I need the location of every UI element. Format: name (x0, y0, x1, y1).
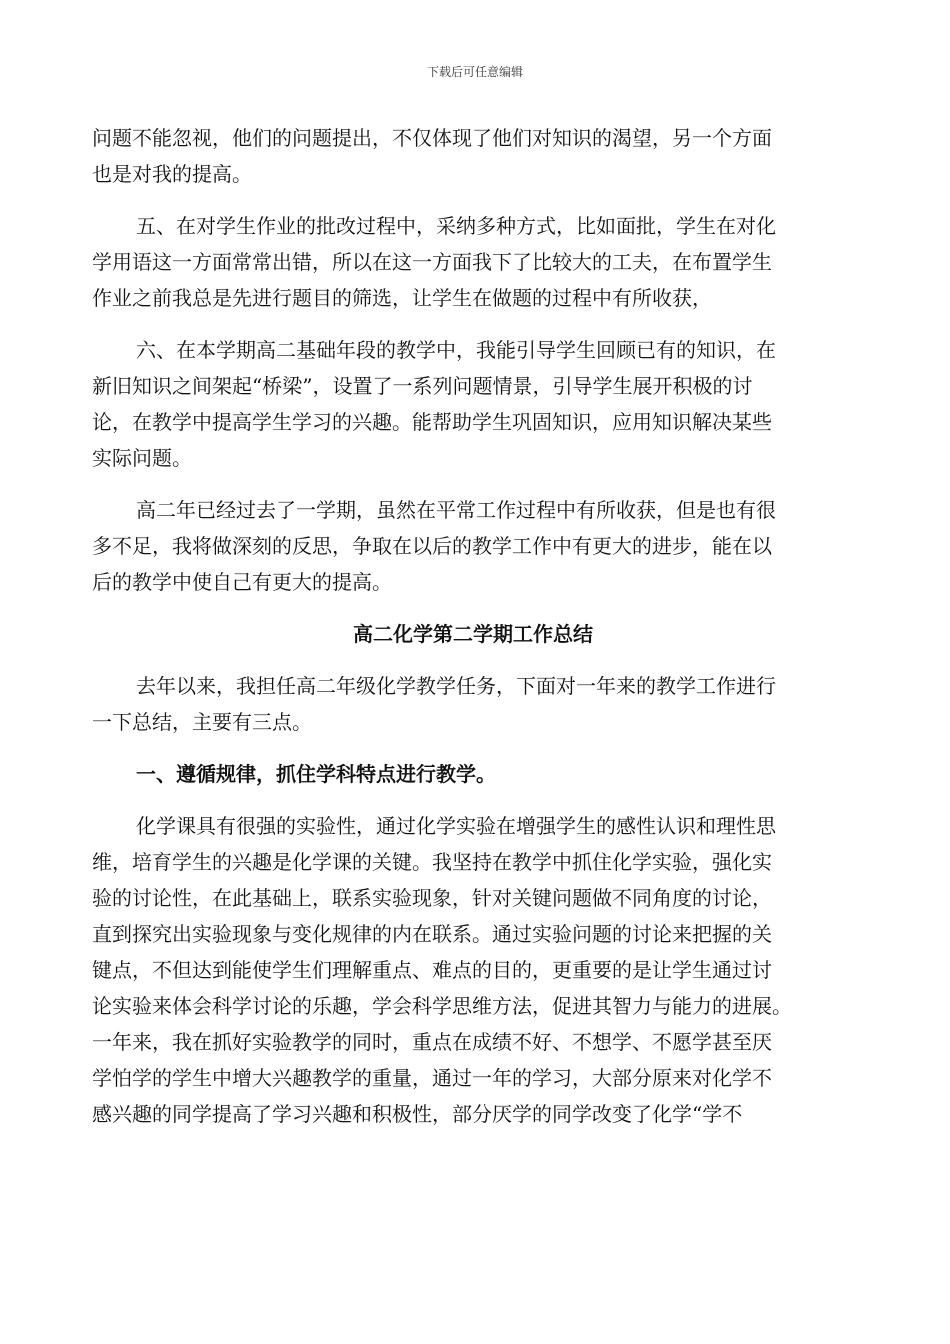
text-line: 化学课具有很强的实验性，通过化学实验在增强学生的感性认识和理性思 (136, 814, 776, 838)
text-line: 一下总结，主要有三点。 (92, 710, 312, 734)
text-line: 实际问题。 (92, 446, 192, 470)
text-line: 新旧知识之间架起“桥梁”，设置了一系列问题情景，引导学生展开积极的讨 (92, 374, 753, 398)
text-line: 论，在教学中提高学生学习的兴趣。能帮助学生巩固知识，应用知识解决某些 (92, 410, 772, 434)
text-line: 高二年已经过去了一学期，虽然在平常工作过程中有所收获，但是也有很 (136, 498, 776, 522)
paragraph-section-one (92, 808, 854, 1132)
text-line: 维，培育学生的兴趣是化学课的关键。我坚持在教学中抓住化学实验，强化实 (92, 850, 772, 874)
document-title: 高二化学第二学期工作总结 (353, 622, 593, 646)
paragraph-conclusion (92, 492, 854, 600)
paragraph-item-five (92, 208, 854, 316)
text-line: 验的讨论性，在此基础上，联系实验现象，针对关键问题做不同角度的讨论， (92, 886, 772, 910)
page-header: 下载后可任意编辑 (426, 65, 523, 79)
text-line: 问题不能忽视，他们的问题提出，不仅体现了他们对知识的渴望，另一个方面 (92, 126, 772, 150)
text-line: 五、在对学生作业的批改过程中，采纳多种方式，比如面批，学生在对化 (136, 214, 776, 238)
text-line: 一年来，我在抓好实验教学的同时，重点在成绩不好、不想学、不愿学甚至厌 (92, 1030, 772, 1054)
paragraph-item-six (92, 332, 854, 476)
text-line: 学怕学的学生中增大兴趣教学的重量，通过一年的学习，大部分原来对化学不 (92, 1066, 772, 1090)
paragraph-continuation (92, 120, 854, 192)
section-heading: 一、遵循规律，抓住学科特点进行教学。 (136, 762, 496, 786)
text-line: 直到探究出实验现象与变化规律的内在联系。通过实验问题的讨论来把握的关 (92, 922, 772, 946)
text-line: 六、在本学期高二基础年段的教学中，我能引导学生回顾已有的知识，在 (136, 338, 776, 362)
text-line: 也是对我的提高。 (92, 162, 252, 186)
text-line: 多不足，我将做深刻的反思，争取在以后的教学工作中有更大的进步，能在以 (92, 534, 772, 558)
text-line: 后的教学中使自己有更大的提高。 (92, 570, 392, 594)
text-line: 学用语这一方面常常出错，所以在这一方面我下了比较大的工夫，在布置学生 (92, 250, 772, 274)
text-line: 感兴趣的同学提高了学习兴趣和积极性，部分厌学的同学改变了化学“学不 (92, 1102, 743, 1126)
paragraph-intro (92, 668, 854, 740)
text-line: 论实验来体会科学讨论的乐趣，学会科学思维方法，促进其智力与能力的进展。 (92, 994, 792, 1018)
text-line: 去年以来，我担任高二年级化学教学任务，下面对一年来的教学工作进行 (136, 674, 776, 698)
document-body (92, 120, 854, 1148)
text-line: 作业之前我总是先进行题目的筛选，让学生在做题的过程中有所收获， (92, 286, 712, 310)
text-line: 键点，不但达到能使学生们理解重点、难点的目的，更重要的是让学生通过讨 (92, 958, 772, 982)
